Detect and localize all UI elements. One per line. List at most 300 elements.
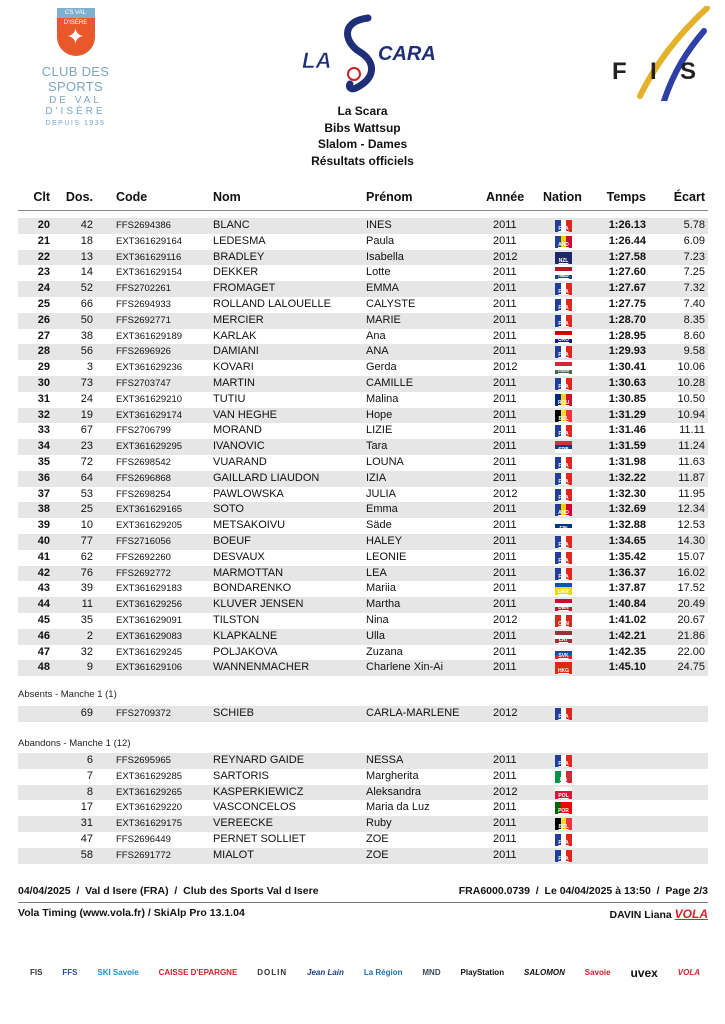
last-name: LEDESMA (213, 234, 266, 247)
birth-year: 2011 (493, 582, 517, 595)
flag-icon (555, 473, 572, 485)
first-name: Tara (366, 440, 388, 453)
bib-number: 13 (80, 250, 93, 263)
table-row (18, 376, 708, 392)
flag-icon (555, 378, 572, 390)
table-row (18, 518, 708, 534)
flag-label: FIN (559, 526, 568, 533)
birth-year: 2011 (493, 566, 517, 579)
flag-label: FRA (558, 384, 569, 390)
last-name: GAILLARD LIAUDON (213, 471, 320, 484)
birth-year: 2011 (493, 535, 517, 547)
birth-year: 2011 (493, 313, 517, 326)
run-time: 1:37.87 (608, 582, 646, 595)
bib-number: 18 (80, 234, 93, 247)
rank: 41 (37, 550, 50, 563)
competitor-code: EXT361629083 (116, 630, 183, 642)
rank: 32 (37, 408, 50, 421)
bib-number: 39 (80, 582, 93, 595)
flag-icon (555, 504, 572, 516)
table-row (18, 218, 708, 234)
run-time: 1:30.41 (608, 361, 646, 374)
last-name: KARLAK (213, 329, 257, 342)
nation-flag (555, 662, 572, 674)
first-name: CALYSTE (366, 298, 416, 310)
nation-flag (555, 850, 572, 862)
rank: 47 (37, 645, 50, 658)
bib-number: 53 (80, 487, 93, 500)
flag-icon (555, 787, 572, 799)
competitor-code: EXT361629183 (116, 583, 183, 595)
flag-icon (555, 299, 572, 311)
time-gap: 20.67 (677, 614, 705, 626)
last-name: WANNENMACHER (213, 661, 310, 674)
birth-year: 2011 (493, 266, 517, 279)
competitor-code: FFS2696926 (116, 346, 171, 358)
last-name: KLUVER JENSEN (213, 598, 304, 611)
col-nation: Nation (543, 190, 582, 204)
competitor-code: FFS2694933 (116, 299, 171, 310)
nation-flag (555, 615, 572, 627)
first-name: Margherita (366, 769, 419, 782)
first-name: Hope (366, 408, 393, 421)
birth-year: 2011 (493, 298, 517, 310)
table-row (18, 313, 708, 329)
nation-flag (555, 220, 572, 232)
competitor-code: EXT361629175 (116, 818, 183, 830)
bib-number: 58 (80, 848, 93, 861)
flag-icon (555, 615, 572, 627)
table-row (18, 534, 708, 550)
table-row (18, 566, 708, 582)
flag-icon (555, 346, 572, 358)
competitor-code: FFS2696449 (116, 834, 171, 845)
birth-year: 2011 (493, 329, 517, 342)
bib-number: 2 (86, 629, 93, 642)
flag-icon (555, 599, 572, 611)
bib-number: 69 (80, 707, 93, 719)
birth-year: 2011 (493, 519, 517, 532)
sponsor-uvex-logo: uvex (630, 965, 658, 980)
bib-number: 9 (86, 661, 93, 674)
event-name: La Scara (337, 104, 388, 118)
competitor-code: FFS2696868 (116, 472, 171, 484)
nation-flag (555, 299, 572, 311)
table-row (18, 581, 708, 597)
table-row (18, 344, 708, 360)
flag-icon (555, 834, 572, 846)
birth-year: 2011 (493, 754, 517, 766)
footer-line1 (18, 885, 708, 897)
competitor-code: EXT361629174 (116, 409, 183, 421)
flag-icon (555, 236, 572, 248)
nation-flag (555, 802, 572, 814)
results-status: Résultats officiels (311, 153, 414, 168)
table-row (18, 455, 708, 471)
last-name: BOEUF (213, 535, 251, 547)
competitor-code: EXT361629236 (116, 362, 183, 374)
rank: 23 (37, 266, 50, 279)
nation-flag (555, 489, 572, 501)
birth-year: 2011 (493, 848, 517, 861)
flag-label: NED (558, 273, 569, 280)
first-name: LEONIE (366, 550, 407, 563)
competitor-code: EXT361629165 (116, 504, 183, 516)
footer-doc-info: FRA6000.0739 / Le 04/04/2025 à 13:50 / Page 2/3 (458, 885, 708, 897)
bib-number: 64 (80, 471, 93, 484)
sponsor-fis-logo: FIS (30, 968, 43, 977)
time-gap: 9.58 (683, 345, 705, 358)
table-row (18, 423, 708, 439)
bib-number: 14 (80, 266, 93, 279)
birth-year: 2011 (493, 661, 517, 674)
nation-flag (555, 362, 572, 374)
bib-number: 50 (80, 313, 93, 326)
nation-flag (555, 410, 572, 422)
first-name: LIZIE (366, 424, 393, 437)
run-time: 1:41.02 (608, 614, 646, 626)
bib-number: 31 (80, 817, 93, 830)
flag-label: NZL (558, 257, 569, 264)
first-name: HALEY (366, 535, 403, 547)
competitor-code: EXT361629285 (116, 770, 183, 782)
flag-label: FRA (558, 494, 569, 501)
last-name: MORAND (213, 424, 262, 437)
time-gap: 24.75 (677, 661, 705, 674)
rank: 29 (37, 361, 50, 374)
time-gap: 10.28 (677, 377, 705, 389)
run-time: 1:27.60 (608, 266, 646, 279)
nation-flag (555, 331, 572, 343)
birth-year: 2011 (493, 234, 517, 247)
rank: 25 (37, 298, 50, 310)
time-gap: 7.32 (683, 282, 705, 295)
time-gap: 11.11 (679, 424, 705, 437)
first-name: ZOE (366, 848, 389, 861)
rank: 37 (37, 487, 50, 500)
rank: 35 (37, 456, 50, 468)
flag-label: UKR (558, 589, 569, 596)
run-time: 1:26.44 (608, 234, 646, 247)
bib-number: 11 (81, 598, 93, 611)
bib-number: 76 (80, 566, 93, 579)
flag-icon (555, 520, 572, 532)
birth-year: 2011 (493, 629, 517, 642)
run-time: 1:42.21 (608, 629, 646, 642)
nation-flag (555, 520, 572, 532)
col-clt: Clt (33, 190, 50, 204)
bib-number: 35 (80, 614, 93, 626)
last-name: DAMIANI (213, 345, 259, 358)
nation-flag (555, 818, 572, 830)
first-name: ZOE (366, 833, 389, 845)
run-time: 1:31.98 (608, 456, 646, 468)
rank: 38 (37, 503, 50, 516)
run-time: 1:27.67 (608, 282, 646, 295)
time-gap: 7.25 (683, 266, 705, 279)
competitor-code: EXT361629116 (116, 251, 182, 263)
last-name: TUTIU (213, 392, 246, 405)
table-row (18, 360, 708, 376)
flag-label: FRA (558, 289, 569, 296)
table-row (18, 550, 708, 566)
col-annee: Année (486, 190, 525, 204)
run-time: 1:26.13 (608, 219, 646, 231)
first-name: LOUNA (366, 456, 404, 468)
flag-icon (555, 425, 572, 437)
run-time: 1:35.42 (608, 550, 646, 563)
rank: 28 (37, 345, 50, 358)
birth-year: 2011 (493, 550, 517, 563)
competitor-code: EXT361629091 (116, 615, 183, 626)
flag-icon (555, 489, 572, 501)
competitor-code: FFS2698254 (116, 488, 171, 500)
birth-year: 2011 (493, 598, 517, 611)
bib-number: 42 (80, 219, 93, 231)
table-row (18, 392, 708, 408)
competitor-code: EXT361629210 (116, 393, 183, 405)
rank: 33 (37, 424, 50, 437)
club-badge-text: CS VAL D'ISÈRE (57, 8, 95, 18)
sponsor-ski-savoie-logo: SKI Savoie (97, 968, 139, 977)
last-name: VUARAND (213, 456, 267, 468)
table-row (18, 785, 708, 801)
last-name: VAN HEGHE (213, 408, 277, 421)
flag-label: HUN (558, 368, 569, 375)
table-row (18, 769, 708, 785)
run-time: 1:42.35 (608, 645, 646, 658)
birth-year: 2011 (493, 817, 517, 830)
bib-number: 7 (86, 769, 93, 782)
footer-line2 (18, 907, 708, 919)
flag-label: CAN (558, 621, 569, 627)
table-row (18, 234, 708, 250)
flag-label: BEL (558, 824, 569, 831)
competitor-code: EXT361629189 (116, 330, 183, 342)
flag-icon (555, 568, 572, 580)
rank: 48 (37, 661, 50, 674)
bib-number: 10 (80, 519, 93, 532)
flag-icon (555, 457, 572, 469)
first-name: Emma (366, 503, 398, 516)
flag-label: CRO (557, 336, 570, 343)
table-row (18, 297, 708, 313)
flag-icon (555, 552, 572, 564)
run-time: 1:32.30 (608, 487, 646, 500)
last-name: SOTO (213, 503, 244, 516)
run-time: 1:28.70 (608, 313, 646, 326)
flag-label: LAT (558, 636, 569, 643)
club-name-line3: DEPUIS 1935 (45, 120, 106, 127)
time-gap: 11.87 (678, 471, 705, 484)
nation-flag (555, 536, 572, 548)
first-name: Ruby (366, 817, 392, 830)
col-code: Code (116, 190, 148, 204)
last-name: FROMAGET (213, 282, 276, 295)
flag-label: FRA (558, 573, 569, 580)
first-name: Lotte (366, 266, 391, 279)
nation-flag (555, 457, 572, 469)
competitor-code: EXT361629245 (116, 646, 183, 658)
run-time: 1:45.10 (608, 661, 646, 674)
table-row (18, 502, 708, 518)
last-name: KOVARI (213, 361, 254, 374)
col-dos: Dos. (65, 190, 93, 204)
flag-label: FRA (558, 714, 569, 720)
event-titles (0, 103, 725, 169)
first-name: CARLA-MARLENE (366, 707, 460, 719)
last-name: DEKKER (213, 266, 259, 279)
rank: 36 (37, 471, 50, 484)
first-name: Ana (366, 329, 386, 342)
first-name: NESSA (366, 754, 404, 766)
time-gap: 10.06 (677, 361, 705, 374)
run-time: 1:30.85 (608, 392, 646, 405)
flag-label: HKG (557, 668, 570, 675)
competitor-code: EXT361629154 (116, 267, 183, 279)
flag-label: DEN (558, 605, 569, 612)
bib-number: 73 (80, 377, 93, 389)
flag-icon (555, 771, 572, 783)
rank: 24 (37, 282, 50, 295)
svg-text:I: I (650, 58, 657, 85)
col-temps: Temps (606, 190, 646, 204)
run-time: 1:34.65 (608, 535, 646, 547)
flag-label: FRA (558, 226, 569, 232)
table-row (18, 645, 708, 661)
table-row (18, 265, 708, 281)
flag-icon (555, 662, 572, 674)
run-time: 1:32.88 (608, 519, 646, 532)
last-name: DESVAUX (213, 550, 265, 563)
bib-number: 8 (86, 785, 93, 798)
col-ecart: Écart (673, 190, 705, 204)
table-row (18, 706, 708, 722)
table-row (18, 487, 708, 503)
birth-year: 2012 (493, 361, 518, 374)
flag-icon (555, 267, 572, 279)
time-gap: 10.50 (677, 392, 705, 405)
flag-icon (555, 394, 572, 406)
nation-flag (555, 504, 572, 516)
sponsor-salomon-logo: SALOMON (524, 968, 565, 977)
table-row (18, 471, 708, 487)
last-name: BLANC (213, 219, 250, 231)
club-name-line2: DE VAL D'ISÈRE (45, 95, 106, 117)
rank: 20 (37, 219, 50, 231)
flag-label: AND (558, 241, 569, 248)
first-name: CAMILLE (366, 377, 414, 389)
flag-icon (555, 331, 572, 343)
birth-year: 2011 (493, 440, 517, 453)
bib-number: 6 (86, 754, 93, 766)
last-name: MARTIN (213, 377, 255, 389)
first-name: Zuzana (366, 645, 403, 658)
first-name: INES (366, 219, 392, 231)
time-gap: 20.49 (677, 598, 705, 611)
flag-label: FRA (558, 305, 569, 311)
last-name: ROLLAND LALOUELLE (213, 298, 331, 310)
bib-number: 52 (80, 282, 93, 295)
first-name: Paula (366, 234, 395, 247)
birth-year: 2011 (493, 219, 517, 231)
rank: 42 (37, 566, 50, 579)
table-row (18, 281, 708, 297)
last-name: SCHIEB (213, 707, 254, 719)
time-gap: 15.07 (677, 550, 705, 563)
bib-number: 47 (80, 833, 93, 845)
first-name: Maria da Luz (366, 801, 430, 814)
flag-label: FRA (558, 478, 569, 485)
last-name: METSAKOIVU (213, 519, 286, 532)
run-time: 1:29.93 (608, 345, 646, 358)
first-name: ANA (366, 345, 389, 358)
nation-flag (555, 834, 572, 846)
competitor-code: EXT361629205 (116, 520, 183, 532)
flag-icon (555, 631, 572, 643)
time-gap: 7.23 (683, 250, 705, 263)
first-name: JULIA (366, 487, 396, 500)
nation-flag (555, 378, 572, 390)
first-name: Isabella (366, 250, 404, 263)
birth-year: 2012 (493, 707, 518, 719)
rank: 39 (37, 519, 50, 532)
time-gap: 8.60 (683, 329, 705, 342)
first-name: LEA (366, 566, 387, 579)
rank: 43 (37, 582, 50, 595)
last-name: REYNARD GAIDE (213, 754, 305, 766)
table-row (18, 753, 708, 769)
flag-label: ITA (559, 776, 568, 783)
first-name: Mariia (366, 582, 396, 595)
nation-flag (555, 346, 572, 358)
competitor-code: EXT361629295 (116, 441, 183, 453)
birth-year: 2011 (493, 769, 517, 782)
time-gap: 5.78 (683, 219, 705, 231)
header-divider (18, 210, 708, 211)
bib-number: 17 (80, 801, 93, 814)
competitor-code: FFS2692260 (116, 551, 171, 563)
bib-number: 19 (80, 408, 93, 421)
table-row (18, 439, 708, 455)
run-time: 1:31.59 (608, 440, 646, 453)
last-name: PAWLOWSKA (213, 487, 284, 500)
last-name: VASCONCELOS (213, 801, 296, 814)
flag-label: BEL (558, 415, 569, 422)
time-gap: 11.95 (678, 487, 705, 500)
flag-icon (555, 441, 572, 453)
last-name: MARMOTTAN (213, 566, 284, 579)
results-table-header (18, 190, 708, 208)
col-nom: Nom (213, 190, 241, 204)
nation-flag (555, 631, 572, 643)
time-gap: 8.35 (683, 313, 705, 326)
svg-text:F: F (612, 58, 627, 85)
first-name: IZIA (366, 471, 387, 484)
nation-flag (555, 647, 572, 659)
flag-label: SRB (558, 447, 569, 454)
flag-label: POL (558, 792, 569, 799)
run-time: 1:27.75 (608, 298, 646, 310)
competitor-code: FFS2716056 (116, 536, 171, 547)
svg-text:CARA: CARA (378, 43, 436, 65)
time-gap: 21.86 (677, 629, 705, 642)
first-name: Ulla (366, 629, 385, 642)
competitor-code: FFS2702261 (116, 283, 171, 295)
last-name: BONDARENKO (213, 582, 292, 595)
rank: 44 (37, 598, 50, 611)
table-row (18, 800, 708, 816)
